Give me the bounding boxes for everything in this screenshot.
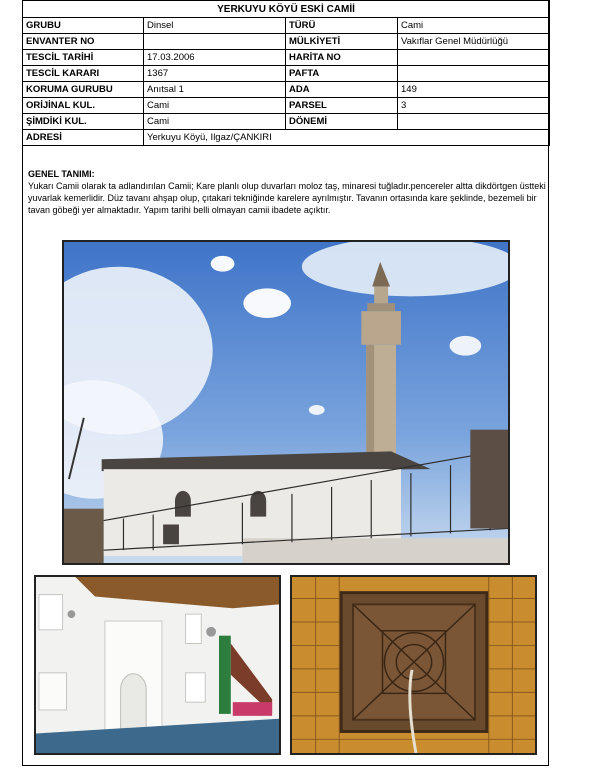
value-donemi bbox=[398, 114, 550, 130]
value-pafta bbox=[398, 66, 550, 82]
description-heading: GENEL TANIMI: bbox=[28, 169, 95, 179]
value-orijinal-kul: Cami bbox=[144, 98, 286, 114]
value-ada: 149 bbox=[398, 82, 550, 98]
value-simdiki-kul: Cami bbox=[144, 114, 286, 130]
mosque-exterior-photo bbox=[62, 240, 510, 565]
label-grubu: GRUBU bbox=[23, 18, 144, 34]
label-adresi: ADRESİ bbox=[23, 130, 144, 146]
value-turu: Cami bbox=[398, 18, 550, 34]
label-pafta: PAFTA bbox=[286, 66, 398, 82]
label-mulkiyeti: MÜLKİYETİ bbox=[286, 34, 398, 50]
table-row bbox=[23, 82, 550, 98]
value-envanter-no bbox=[144, 34, 286, 50]
value-koruma-gurubu: Anıtsal 1 bbox=[144, 82, 286, 98]
value-grubu: Dinsel bbox=[144, 18, 286, 34]
value-mulkiyeti: Vakıflar Genel Müdürlüğü bbox=[398, 34, 550, 50]
value-adresi: Yerkuyu Köyü, Ilgaz/ÇANKIRI bbox=[144, 130, 550, 146]
table-row bbox=[23, 18, 550, 34]
label-tescil-karari: TESCİL KARARI bbox=[23, 66, 144, 82]
value-harita-no bbox=[398, 50, 550, 66]
label-koruma-gurubu: KORUMA GURUBU bbox=[23, 82, 144, 98]
label-donemi: DÖNEMİ bbox=[286, 114, 398, 130]
document-title: YERKUYU KÖYÜ ESKİ CAMİİ bbox=[23, 1, 550, 18]
title-row bbox=[23, 1, 550, 18]
label-tescil-tarihi: TESCİL TARİHİ bbox=[23, 50, 144, 66]
table-row bbox=[23, 98, 550, 114]
address-row bbox=[23, 130, 550, 146]
mosque-interior-image bbox=[36, 577, 279, 753]
table-row bbox=[23, 34, 550, 50]
label-harita-no: HARİTA NO bbox=[286, 50, 398, 66]
table-row bbox=[23, 66, 550, 82]
value-tescil-tarihi: 17.03.2006 bbox=[144, 50, 286, 66]
value-tescil-karari: 1367 bbox=[144, 66, 286, 82]
label-orijinal-kul: ORİJİNAL KUL. bbox=[23, 98, 144, 114]
inventory-sheet bbox=[22, 0, 549, 766]
label-turu: TÜRÜ bbox=[286, 18, 398, 34]
mosque-exterior-image bbox=[64, 242, 508, 563]
label-envanter-no: ENVANTER NO bbox=[23, 34, 144, 50]
label-ada: ADA bbox=[286, 82, 398, 98]
label-simdiki-kul: ŞİMDİKİ KUL. bbox=[23, 114, 144, 130]
mosque-interior-photo bbox=[34, 575, 281, 755]
general-description bbox=[28, 168, 546, 216]
ceiling-centerpiece-photo bbox=[290, 575, 537, 755]
value-parsel: 3 bbox=[398, 98, 550, 114]
label-parsel: PARSEL bbox=[286, 98, 398, 114]
inventory-table bbox=[22, 0, 550, 146]
description-text: Yukarı Camii olarak ta adlandırılan Camii; Kare planlı olup duvarları moloz taş, minaresi tuğladır.pencereler altta dikdörtgen üstteki yuvarlak kemerlidir. Düz tavanı ahşap olup, çıtakari tekniğinde karelere ayrılmıştır. Tavanın ortasında kare şeklinde, bezemeli bir tavan göbeği yer almaktadır. Yapım tarihi belli olmayan camii ibadete açıktır. bbox=[28, 181, 546, 215]
table-row bbox=[23, 114, 550, 130]
ceiling-centerpiece-image bbox=[292, 577, 535, 753]
table-row bbox=[23, 50, 550, 66]
